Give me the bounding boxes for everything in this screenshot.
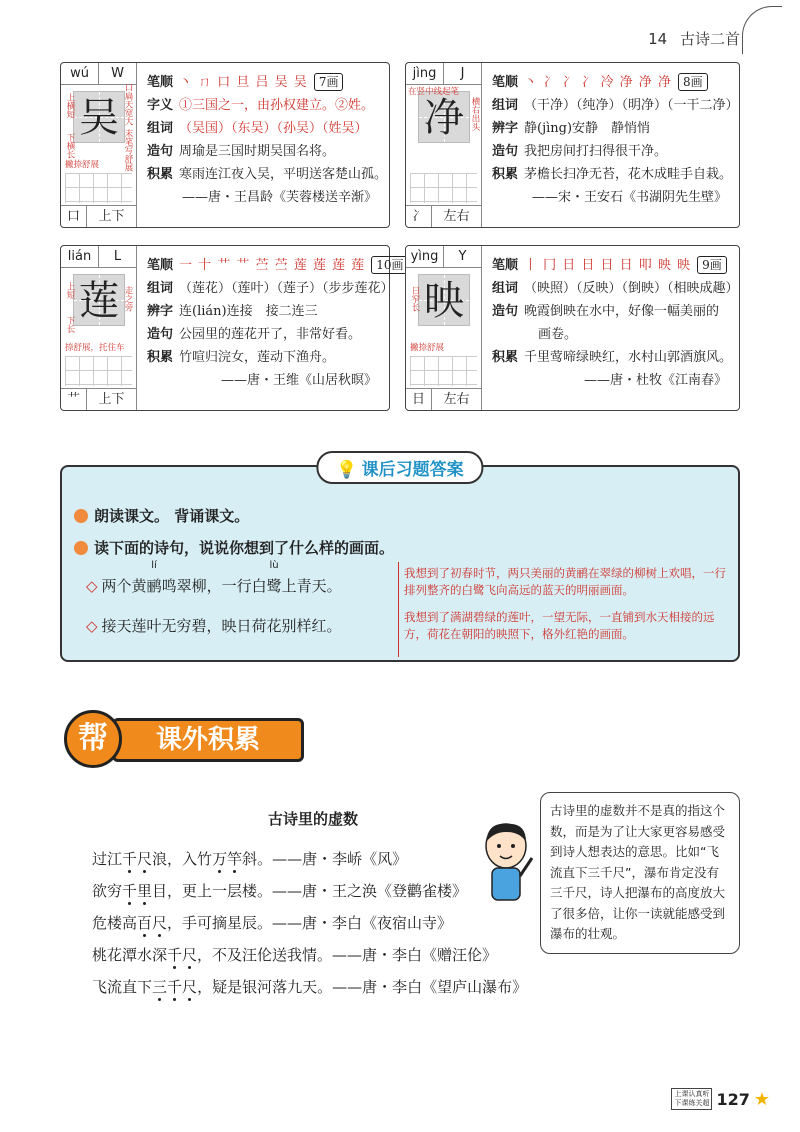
big-char: 吴	[79, 95, 119, 141]
initial: J	[460, 66, 465, 81]
banner-circle: 帮	[64, 710, 122, 768]
lesson-title: 古诗二首	[679, 30, 740, 48]
writing-note: 口扁天宽大	[123, 83, 133, 126]
detail-row: 造句 晚霞倒映在水中，好像一幅美丽的	[492, 304, 720, 319]
writing-note: 下长	[65, 316, 75, 333]
header-decoration	[742, 6, 782, 54]
pinyin: wú	[61, 63, 99, 84]
detail-row: 积累 寒雨连江夜入吴，平明送客楚山孤。	[147, 167, 388, 182]
radical: 艹	[61, 389, 87, 410]
answer-text-1: 我想到了初春时节，两只美丽的黄鹂在翠绿的柳树上欢唱，一行排列整齐的白鹭飞向高远的蓝天的明丽画面。	[404, 566, 726, 597]
char-structure-row	[61, 205, 136, 227]
stroke-order: 丶 ㄇ 口 旦 吕 吴 吴	[179, 75, 308, 90]
char-details	[147, 71, 388, 209]
extra-title: 古诗里的虚数	[268, 810, 359, 828]
char-card-lian	[60, 245, 404, 411]
stroke-order: 一 十 艹 艹 苎 苎 莲 莲 莲 莲	[179, 258, 366, 273]
writing-note: 走之旁	[123, 286, 133, 312]
answer-box	[60, 460, 740, 662]
stroke-count: 7画	[314, 73, 344, 91]
tian-grid	[73, 274, 125, 326]
writing-note: 上横短	[65, 93, 75, 119]
pinyin-row	[406, 246, 481, 268]
pinyin: yìng	[406, 246, 444, 267]
stroke-order: 丶 冫 冫 冫 冷 净 净 净	[524, 75, 672, 90]
pinyin-row	[406, 63, 481, 85]
bullet-icon	[74, 541, 88, 555]
speech-bubble: 古诗里的虚数并不是真的指这个数，而是为了让大家更容易感受到诗人想表达的意思。比如“飞流直下三千尺”，瀑布肯定没有三千尺，诗人把瀑布的高度放大了很多倍，让你一读就能感受到瀑布的壮观。	[540, 792, 740, 954]
pinyin-row	[61, 246, 136, 268]
detail-row: 造句 我把房间打扫得很干净。	[492, 144, 668, 159]
writing-note: 在竖中线起笔	[408, 87, 460, 97]
stroke-row: 笔顺 丶 ㄇ 口 旦 吕 吴 吴 7画	[147, 71, 381, 94]
poem-line-2: ◇ 接天莲叶无穷碧，映日荷花别样红。	[86, 617, 342, 635]
lightbulb-icon: 💡	[336, 460, 358, 480]
initial: L	[113, 249, 122, 264]
char-details	[492, 254, 739, 392]
initial: Y	[458, 249, 467, 264]
detail-row: 组词 （干净）（纯净）（明净）（一干二净）	[492, 98, 739, 113]
practice-grid	[65, 173, 132, 203]
detail-row: 造句 公园里的莲花开了，非常好看。	[147, 327, 362, 342]
detail-row: 字义 ①三国之一，由孙权建立。②姓。	[147, 98, 375, 113]
char-structure-row	[406, 205, 481, 227]
pinyin-row	[61, 63, 136, 85]
extra-poem-line: 过江千尺浪，入竹万竿斜。——唐・李峤《风》	[92, 850, 408, 868]
detail-row: 造句 周瑜是三国时期吴国名将。	[147, 144, 336, 159]
detail-row: 画卷。	[538, 327, 578, 342]
char-box	[406, 63, 482, 227]
structure: 左右	[443, 392, 470, 407]
char-details	[147, 254, 404, 392]
char-box	[406, 246, 482, 410]
big-char: 莲	[79, 278, 119, 324]
structure: 左右	[443, 209, 470, 224]
tian-grid	[418, 274, 470, 326]
pinyin: jìng	[406, 63, 444, 84]
radical: 口	[61, 206, 87, 227]
detail-row: 辨字 静(jìng)安静 静悄悄	[492, 121, 651, 136]
big-char: 映	[424, 278, 464, 324]
stroke-count: 8画	[678, 73, 708, 91]
practice-grid	[410, 356, 477, 386]
detail-row: 组词 （吴国）（东吴）（孙吴）（姓吴）	[147, 121, 368, 136]
writing-note: 日窄长	[410, 286, 420, 312]
lesson-number: 14	[648, 30, 668, 48]
tian-grid	[418, 91, 470, 143]
page-footer	[671, 1088, 770, 1110]
stroke-row: 笔顺 一 十 艹 艹 苎 苎 莲 莲 莲 莲 10画	[147, 254, 381, 277]
big-char: 净	[424, 95, 464, 141]
extra-poem-line: 危楼高百尺，手可摘星辰。——唐・李白《夜宿山寺》	[92, 914, 453, 932]
divider	[398, 562, 399, 657]
stroke-order: 丨 冂 日 日 日 日 叩 映 映	[524, 258, 692, 273]
structure: 上下	[98, 209, 125, 224]
answer-title: 💡 课后习题答案	[316, 451, 483, 484]
footer-slogan: 上课认真听 下课练关超	[671, 1088, 712, 1110]
poem-source: ——唐・王维《山居秋暝》	[220, 373, 377, 388]
char-card-wu	[60, 62, 390, 228]
writing-note: 下横长	[65, 133, 75, 159]
radical: 日	[406, 389, 432, 410]
detail-row: 组词 （莲花）（莲叶）（莲子）（步步莲花）	[147, 281, 394, 296]
section-banner	[64, 710, 304, 770]
page-number: 127	[716, 1089, 750, 1109]
radical: 冫	[406, 206, 432, 227]
stroke-row: 笔顺 丨 冂 日 日 日 日 叩 映 映 9画	[492, 254, 731, 277]
boy-illustration	[476, 818, 536, 908]
practice-grid	[410, 173, 477, 203]
extra-poem-line: 飞流直下三千尺，疑是银河落九天。——唐・李白《望庐山瀑布》	[92, 978, 528, 996]
poem-source: ——唐・王昌龄《芙蓉楼送辛渐》	[181, 190, 377, 205]
bottom-note: 撇捺舒展	[65, 160, 100, 170]
stroke-count: 10画	[371, 256, 408, 274]
char-box	[61, 63, 137, 227]
bullet-icon	[74, 509, 88, 523]
char-details	[492, 71, 739, 209]
detail-row: 辨字 连(lián)连接 接二连三	[147, 304, 318, 319]
structure: 上下	[98, 392, 125, 407]
initial: W	[111, 66, 124, 81]
extra-poem-line: 桃花潭水深千尺，不及汪伦送我情。——唐・李白《赠汪伦》	[92, 946, 498, 964]
star-icon: ★	[753, 1088, 770, 1110]
stroke-count: 9画	[697, 256, 727, 274]
writing-note: 上短	[65, 282, 75, 299]
extra-poem-line: 欲穷千里目，更上一层楼。——唐・王之涣《登鹳雀楼》	[92, 882, 468, 900]
bottom-note: 撇捺舒展	[410, 343, 445, 353]
poem-line-1: ◇ 两个黄 lí 鹂鸣翠柳，一行白 lù 鹭上青天。	[86, 560, 342, 595]
char-structure-row	[61, 388, 136, 410]
stroke-row: 笔顺 丶 冫 冫 冫 冷 净 净 净 8画	[492, 71, 731, 94]
writing-note: 末笔写舒展	[123, 129, 133, 172]
pinyin: lián	[61, 246, 99, 267]
answer-text-2: 我想到了满湖碧绿的莲叶，一望无际，一直铺到水天相接的远方，荷花在朝阳的映照下，格外红艳的画面。	[404, 610, 715, 641]
detail-row: 积累 竹喧归浣女，莲动下渔舟。	[147, 350, 336, 365]
question-1: 朗读课文。 背诵课文。	[74, 505, 249, 526]
detail-row: 积累 茅檐长扫净无苔，花木成畦手自栽。	[492, 167, 733, 182]
bottom-note: 捺舒展，托住车	[65, 343, 125, 353]
question-2: 读下面的诗句，说说你想到了什么样的画面。	[74, 537, 394, 558]
poem-source: ——宋・王安石《书湖阴先生壁》	[531, 190, 727, 205]
char-card-ying	[405, 245, 740, 411]
char-box	[61, 246, 137, 410]
char-structure-row	[406, 388, 481, 410]
writing-note: 横右出头	[470, 97, 480, 131]
tian-grid	[73, 91, 125, 143]
char-card-jing	[405, 62, 740, 228]
banner-label: 课外积累	[112, 718, 304, 762]
practice-grid	[65, 356, 132, 386]
detail-row: 组词 （映照）（反映）（倒映）（相映成趣）	[492, 281, 739, 296]
poem-source: ——唐・杜牧《江南春》	[583, 373, 727, 388]
page-header	[648, 28, 740, 49]
detail-row: 积累 千里莺啼绿映红，水村山郭酒旗风。	[492, 350, 733, 365]
